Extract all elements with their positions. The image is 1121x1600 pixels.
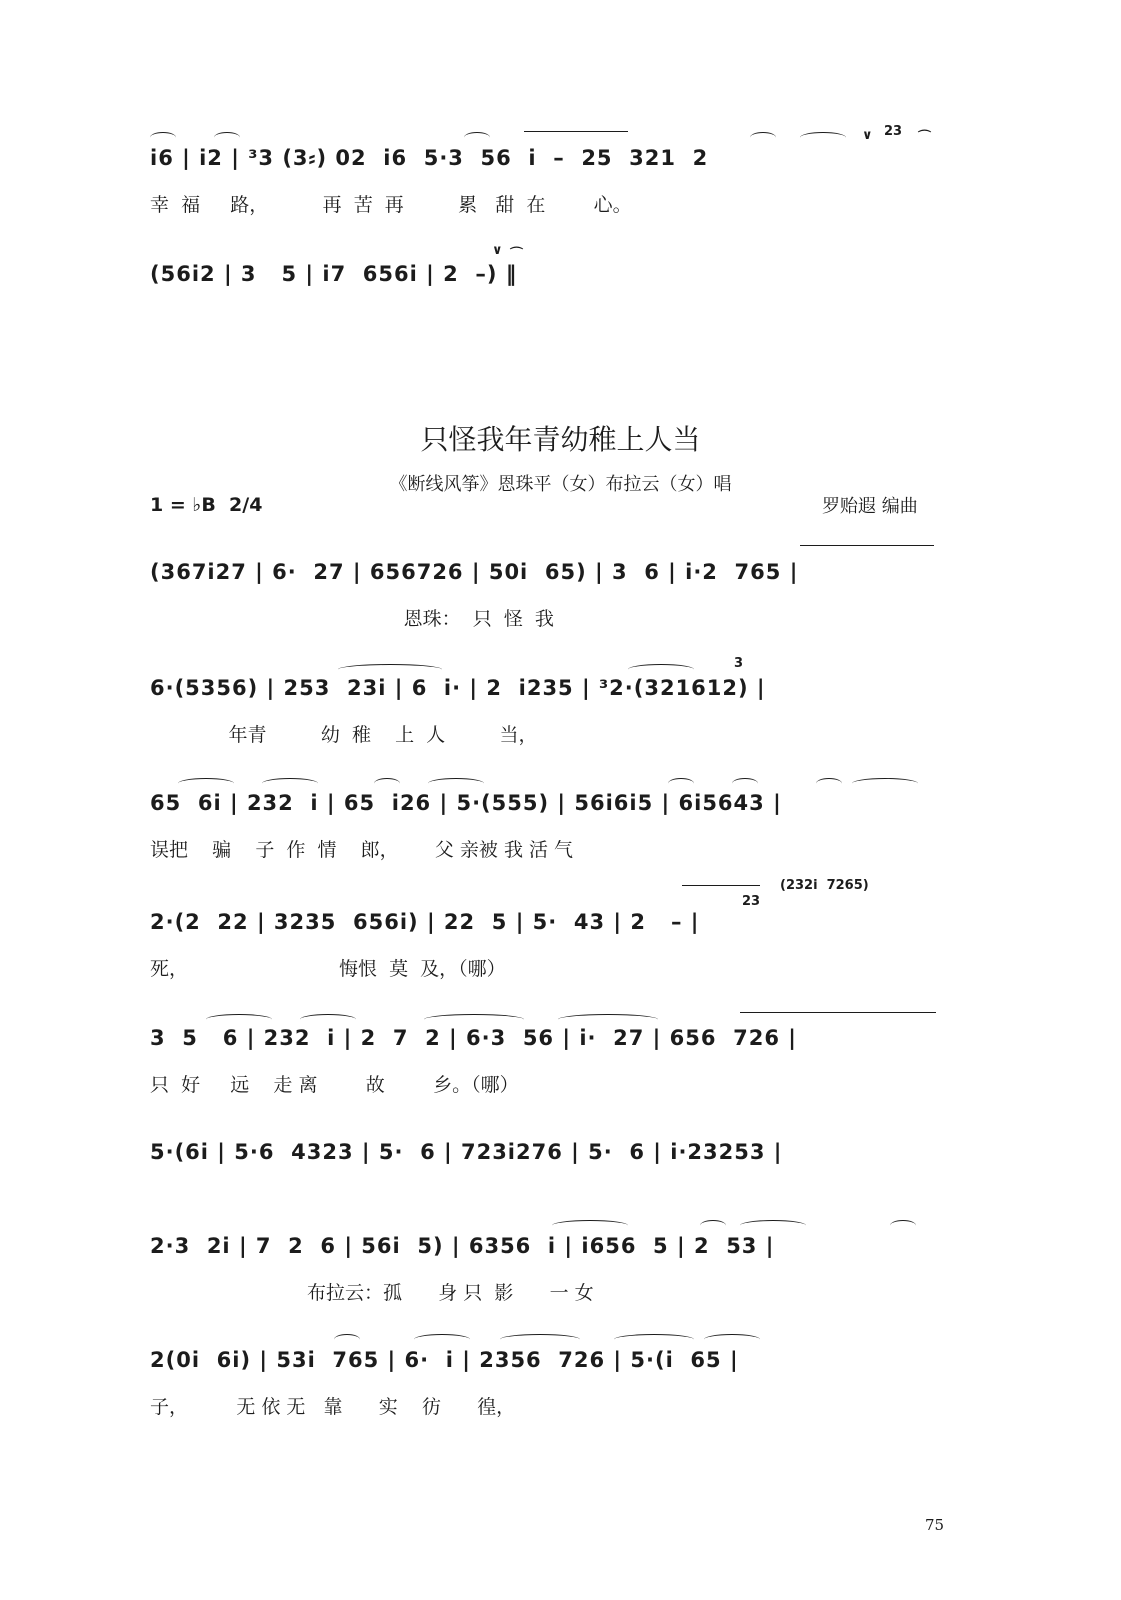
- notation-line: 3 5 6 | 232 i | 2 7 2 | 6·3 56 | i· 27 | 656 726 |: [150, 1026, 797, 1050]
- slur: [214, 132, 240, 143]
- notation-line: 2·3 2i | 7 2 6 | 56i 5) | 6356 i | i656 5 | 2 53 |: [150, 1234, 775, 1258]
- slur: [206, 1014, 272, 1025]
- lyric-line: 死， 悔恨 莫 及，（哪）: [150, 958, 506, 980]
- lyric-line: 子， 无 依 无 靠 实 彷 徨，: [150, 1396, 516, 1418]
- grace-notes: 23: [884, 124, 903, 139]
- slur: [428, 778, 484, 789]
- notation-line: 65 6i | 232 i | 65 i26 | 5·(555) | 56i6i5 | 6i5643 |: [150, 791, 782, 815]
- lyric-line: 布拉云：孤 身 只 影 一 女: [150, 1282, 594, 1304]
- grace-notes: 3: [734, 656, 744, 671]
- slur: [740, 1220, 806, 1231]
- lyric-line: 年青 幼 稚 上 人 当，: [150, 724, 538, 746]
- slur: [500, 1334, 580, 1345]
- fermata-icon: ⌒: [510, 247, 524, 262]
- notation-line: 5·(6i | 5·6 4323 | 5· 6 | 723i276 | 5· 6 | i·23253 |: [150, 1140, 783, 1164]
- fermata-icon: ⌒: [918, 130, 932, 145]
- key-signature: 1 = ♭B 2/4: [150, 494, 263, 516]
- notation-line: (56i2 | 3 5 | i7 656i | 2 –) ‖: [150, 262, 518, 286]
- slur: [178, 778, 234, 789]
- slur: [732, 778, 758, 789]
- slur: [852, 778, 918, 789]
- slur: [464, 132, 490, 143]
- slur: [558, 1014, 658, 1025]
- slur: [424, 1014, 524, 1025]
- slur: [338, 664, 442, 675]
- slur: [628, 664, 694, 675]
- song-title: 只怪我年青幼稚上人当: [420, 423, 701, 456]
- phrase-line: [800, 545, 934, 546]
- lyric-line: 幸 福 路， 再 苦 再 累 甜 在 心。: [150, 194, 632, 216]
- song-subtitle: 《断线风筝》恩珠平（女）布拉云（女）唱: [389, 474, 732, 495]
- slur: [700, 1220, 726, 1231]
- breath-mark: ∨: [862, 128, 873, 143]
- lyric-line: 误把 骗 子 作 情 郎， 父 亲被 我 活 气: [150, 839, 574, 861]
- slur: [890, 1220, 916, 1231]
- accompaniment-annotation: (232i 7265): [780, 878, 869, 893]
- slur: [750, 132, 776, 143]
- phrase-line: [740, 1012, 936, 1013]
- notation-line: 2(0i 6i) | 53i 765 | 6· i | 2356 726 | 5·(i 65 |: [150, 1348, 739, 1372]
- lyric-line: 只 好 远 走 离 故 乡。（哪）: [150, 1074, 519, 1096]
- slur: [150, 132, 176, 143]
- slur: [300, 1014, 356, 1025]
- slur: [668, 778, 694, 789]
- page-number: 75: [925, 1516, 945, 1534]
- slur: [374, 778, 400, 789]
- slur: [800, 132, 846, 143]
- lyric-line: 恩珠： 只 怪 我: [150, 608, 554, 630]
- phrase-line: [682, 885, 760, 886]
- notation-line: i6 | i2 | ³3 (3⸗) 02 i6 5·3 56 i – 25 321 2: [150, 146, 709, 170]
- grace-notes: 23: [742, 894, 761, 909]
- slur: [262, 778, 318, 789]
- composer-credit: 罗贻遐 编曲: [822, 496, 918, 517]
- notation-line: 2·(2 22 | 3235 656i) | 22 5 | 5· 43 | 2 – |: [150, 910, 700, 934]
- phrase-line: [524, 131, 628, 132]
- slur: [334, 1334, 360, 1345]
- slur: [414, 1334, 470, 1345]
- notation-line: (367i27 | 6· 27 | 656726 | 50i 65) | 3 6 | i·2 765 |: [150, 560, 799, 584]
- slur: [816, 778, 842, 789]
- breath-mark: ∨: [492, 243, 503, 258]
- notation-line: 6·(5356) | 253 23i | 6 i· | 2 i235 | ³2·(321612) |: [150, 676, 766, 700]
- slur: [552, 1220, 628, 1231]
- slur: [704, 1334, 760, 1345]
- slur: [614, 1334, 694, 1345]
